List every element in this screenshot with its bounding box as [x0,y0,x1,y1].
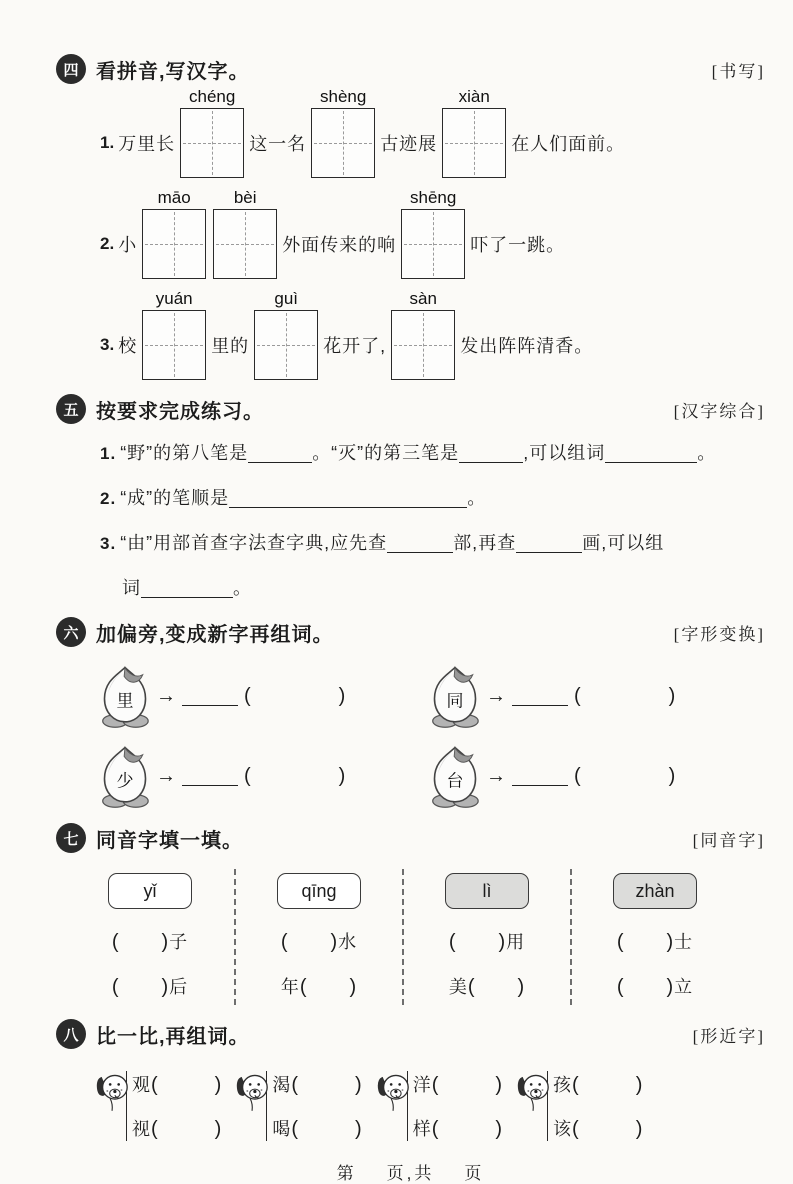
compare-lines [266,1071,362,1141]
section-six-tag: [字形变换] [673,624,765,644]
dog-icon [96,1069,132,1118]
compare-cell [553,1071,643,1097]
section-five-header [56,394,765,424]
writing-box[interactable] [311,108,375,178]
homophone-cell [112,973,188,999]
left-paren: ( [431,1074,440,1096]
character: 渴 [272,1075,292,1095]
pinyin-writing-box-group [442,87,506,178]
section-eight-header [56,1019,765,1049]
sentence-text: 万里长 [118,134,176,154]
answer-blank[interactable] [516,535,582,553]
answer-blank[interactable] [387,535,453,553]
pinyin-writing-box-group [180,87,244,178]
question-text: “成”的笔顺是 [120,488,230,508]
section-six-title: 加偏旁,变成新字再组词。 [96,623,334,646]
answer-blank[interactable] [512,687,568,706]
sentence-text: 在人们面前。 [511,134,626,154]
pinyin-label: guì [274,289,299,308]
answer-blank[interactable] [182,687,238,706]
radical-item [426,663,756,729]
item-number: 3. [100,534,117,553]
right-paren: ) [349,976,358,998]
section-four-tag: [书写] [711,61,765,81]
arrow-icon: → [486,764,506,787]
compare-cell [272,1071,362,1097]
right-paren: ) [161,976,170,998]
left-paren: ( [467,976,476,998]
cell-text: 后 [169,977,189,997]
pinyin-label: qīng [301,880,337,901]
pinyin-label: yuán [155,289,193,308]
pinyin-label: shēng [410,188,457,207]
pinyin-sentence-row-1 [100,84,765,178]
writing-box[interactable] [180,108,244,178]
right-paren: ) [338,684,346,707]
footer-text: 页,共 [386,1164,435,1183]
cell-text: 士 [674,932,694,952]
homophone-cell [449,973,525,999]
pinyin-pill [277,873,361,909]
left-paren: ( [151,1118,159,1140]
right-paren: ) [355,1118,363,1140]
compare-cell [132,1071,222,1097]
pinyin-pill [108,873,192,909]
base-character: 少 [116,771,134,791]
section-seven-tag: [同音字] [692,830,765,850]
right-paren: ) [668,684,676,707]
section-five-tag: [汉字综合] [673,401,765,421]
right-paren: ) [495,1118,504,1140]
pinyin-writing-box-group [391,289,455,380]
writing-box[interactable] [254,310,318,380]
left-paren: ( [291,1074,300,1096]
left-paren: ( [151,1074,159,1096]
character: 观 [132,1075,151,1095]
pinyin-label: bèi [233,188,257,207]
peach-icon [96,663,154,729]
left-paren: ( [574,764,581,787]
question-text: 。 [697,443,717,463]
right-paren: ) [355,1074,363,1096]
character: 样 [412,1119,432,1139]
left-paren: ( [574,684,581,707]
sentence-text: 发出阵阵清香。 [460,336,594,356]
cell-text: 子 [169,932,189,952]
compare-lines [126,1071,222,1141]
pinyin-label: sàn [409,289,437,308]
compare-cell [132,1115,222,1141]
section-eight-title: 比一比,再组词。 [96,1025,250,1048]
cell-text: 美 [448,977,468,997]
homophone-cell [617,973,693,999]
left-paren: ( [111,931,120,953]
sentence-text: 里的 [211,336,250,356]
section-five-title: 按要求完成练习。 [96,400,264,423]
writing-box[interactable] [442,108,506,178]
peach-icon [426,743,484,809]
dog-icon [517,1069,553,1118]
pinyin-pill [445,873,529,909]
character: 洋 [412,1075,432,1095]
page-footer [56,1159,765,1184]
left-paren: ( [244,684,251,707]
compare-cell [272,1115,362,1141]
character: 该 [553,1119,573,1139]
sentence-text: 小 [118,235,138,255]
homophone-column [234,869,402,1005]
question-3-continuation [122,573,765,603]
compare-row [96,1071,765,1141]
question-text: ,可以组词 [523,443,606,463]
section-five-badge: 五 [56,394,86,424]
left-paren: ( [448,931,457,953]
homophone-cell [281,928,357,954]
compare-cell [413,1071,503,1097]
cell-text: 水 [338,932,358,952]
dog-icon [236,1069,272,1118]
pinyin-label: xiàn [458,87,490,106]
answer-blank[interactable] [182,767,238,786]
sentence-text: 外面传来的响 [282,235,397,255]
question-text: 。“灭”的第三笔是 [312,443,460,463]
left-paren: ( [572,1074,580,1096]
left-paren: ( [572,1118,580,1140]
item-number: 2. [100,489,117,508]
pinyin-label: lì [482,880,492,901]
peach-icon [426,663,484,729]
right-paren: ) [666,976,675,998]
section-eight-tag: [形近字] [692,1026,765,1046]
homophone-cell [281,973,357,999]
left-paren: ( [291,1118,300,1140]
right-paren: ) [214,1118,223,1140]
answer-blank[interactable] [605,445,697,463]
radical-exercise-grid [96,663,765,809]
question-text: 。 [233,578,252,598]
writing-box[interactable] [142,310,206,380]
right-paren: ) [666,931,675,953]
answer-blank[interactable] [512,767,568,786]
dog-icon [377,1069,413,1118]
pinyin-sentence-row-2 [100,185,765,279]
left-paren: ( [299,976,308,998]
answer-blank[interactable] [248,445,312,463]
base-character: 台 [446,771,464,791]
section-seven-title: 同音字填一填。 [96,829,243,852]
pinyin-label: yǐ [143,880,157,901]
question-text: 画,可以组 [582,533,665,553]
arrow-icon: → [156,684,176,707]
character: 喝 [272,1119,292,1139]
question-text: 部,再查 [453,533,517,553]
pinyin-label: shèng [320,87,367,106]
sentence-text: 吓了一跳。 [470,235,566,255]
pinyin-label: māo [157,188,191,207]
question-text: 词 [122,578,141,598]
cell-text: 立 [674,977,694,997]
compare-cell [413,1115,503,1141]
homophone-grid [66,869,765,1005]
question-text: 。 [467,488,487,508]
writing-box[interactable] [391,310,455,380]
right-paren: ) [495,1074,504,1096]
footer-text: 页 [464,1164,485,1183]
compare-pair [96,1071,222,1141]
right-paren: ) [635,1118,644,1140]
homophone-cell [112,928,188,954]
compare-lines [547,1071,643,1141]
pinyin-writing-box-group [213,188,277,279]
item-number: 3. [100,335,115,354]
item-number: 2. [100,234,115,253]
compare-cell [553,1115,643,1141]
sentence-text: 校 [118,336,138,356]
question-2 [100,483,765,514]
writing-box[interactable] [142,209,206,279]
section-four-title: 看拼音,写汉字。 [96,60,250,83]
homophone-cell [617,928,693,954]
left-paren: ( [616,976,625,998]
homophone-column [402,869,570,1005]
question-3 [100,528,765,559]
right-paren: ) [338,764,346,787]
compare-pair [517,1071,643,1141]
left-paren: ( [244,764,251,787]
right-paren: ) [498,931,507,953]
section-seven-badge: 七 [56,823,86,853]
pinyin-sentence-row-3 [100,286,765,380]
pinyin-writing-box-group [254,289,318,380]
pinyin-label: zhàn [635,880,675,901]
compare-lines [407,1071,503,1141]
section-six-header [56,617,765,647]
arrow-icon: → [486,684,506,707]
compare-pair [377,1071,503,1141]
pinyin-writing-box-group [311,87,375,178]
character: 孩 [553,1075,573,1095]
radical-item [96,663,426,729]
section-four-badge: 四 [56,54,86,84]
right-paren: ) [635,1074,644,1096]
sentence-text: 古迹展 [380,134,438,154]
compare-pair [236,1071,362,1141]
section-eight-badge: 八 [56,1019,86,1049]
left-paren: ( [616,931,625,953]
item-number: 1. [100,133,115,152]
question-1 [100,438,765,469]
pinyin-pill [613,873,697,909]
radical-item [96,743,426,809]
peach-icon [96,743,154,809]
sentence-text: 这一名 [249,134,307,154]
radical-item [426,743,756,809]
left-paren: ( [280,931,289,953]
cell-text: 用 [506,932,526,952]
pinyin-writing-box-group [142,188,206,279]
cell-text: 年 [280,977,300,997]
writing-box[interactable] [213,209,277,279]
question-text: “由”用部首查字法查字典,应先查 [120,533,388,553]
section-six-badge: 六 [56,617,86,647]
base-character: 里 [116,691,134,711]
left-paren: ( [111,976,120,998]
right-paren: ) [214,1074,223,1096]
character: 视 [132,1119,151,1139]
section-four-header [56,54,765,84]
pinyin-writing-box-group [142,289,206,380]
right-paren: ) [330,931,339,953]
homophone-column [66,869,234,1005]
pinyin-writing-box-group [401,188,465,279]
section-seven-header [56,823,765,853]
question-text: “野”的第八笔是 [120,443,249,463]
answer-blank[interactable] [229,490,467,508]
left-paren: ( [431,1118,440,1140]
right-paren: ) [668,764,676,787]
answer-blank[interactable] [141,580,233,598]
footer-text: 第 [336,1164,357,1183]
right-paren: ) [161,931,170,953]
right-paren: ) [517,976,526,998]
homophone-cell [449,928,525,954]
homophone-column [570,869,738,1005]
base-character: 同 [446,691,464,711]
arrow-icon: → [156,764,176,787]
writing-box[interactable] [401,209,465,279]
pinyin-label: chéng [189,87,236,106]
answer-blank[interactable] [459,445,523,463]
sentence-text: 花开了, [323,336,387,356]
item-number: 1. [100,444,117,463]
